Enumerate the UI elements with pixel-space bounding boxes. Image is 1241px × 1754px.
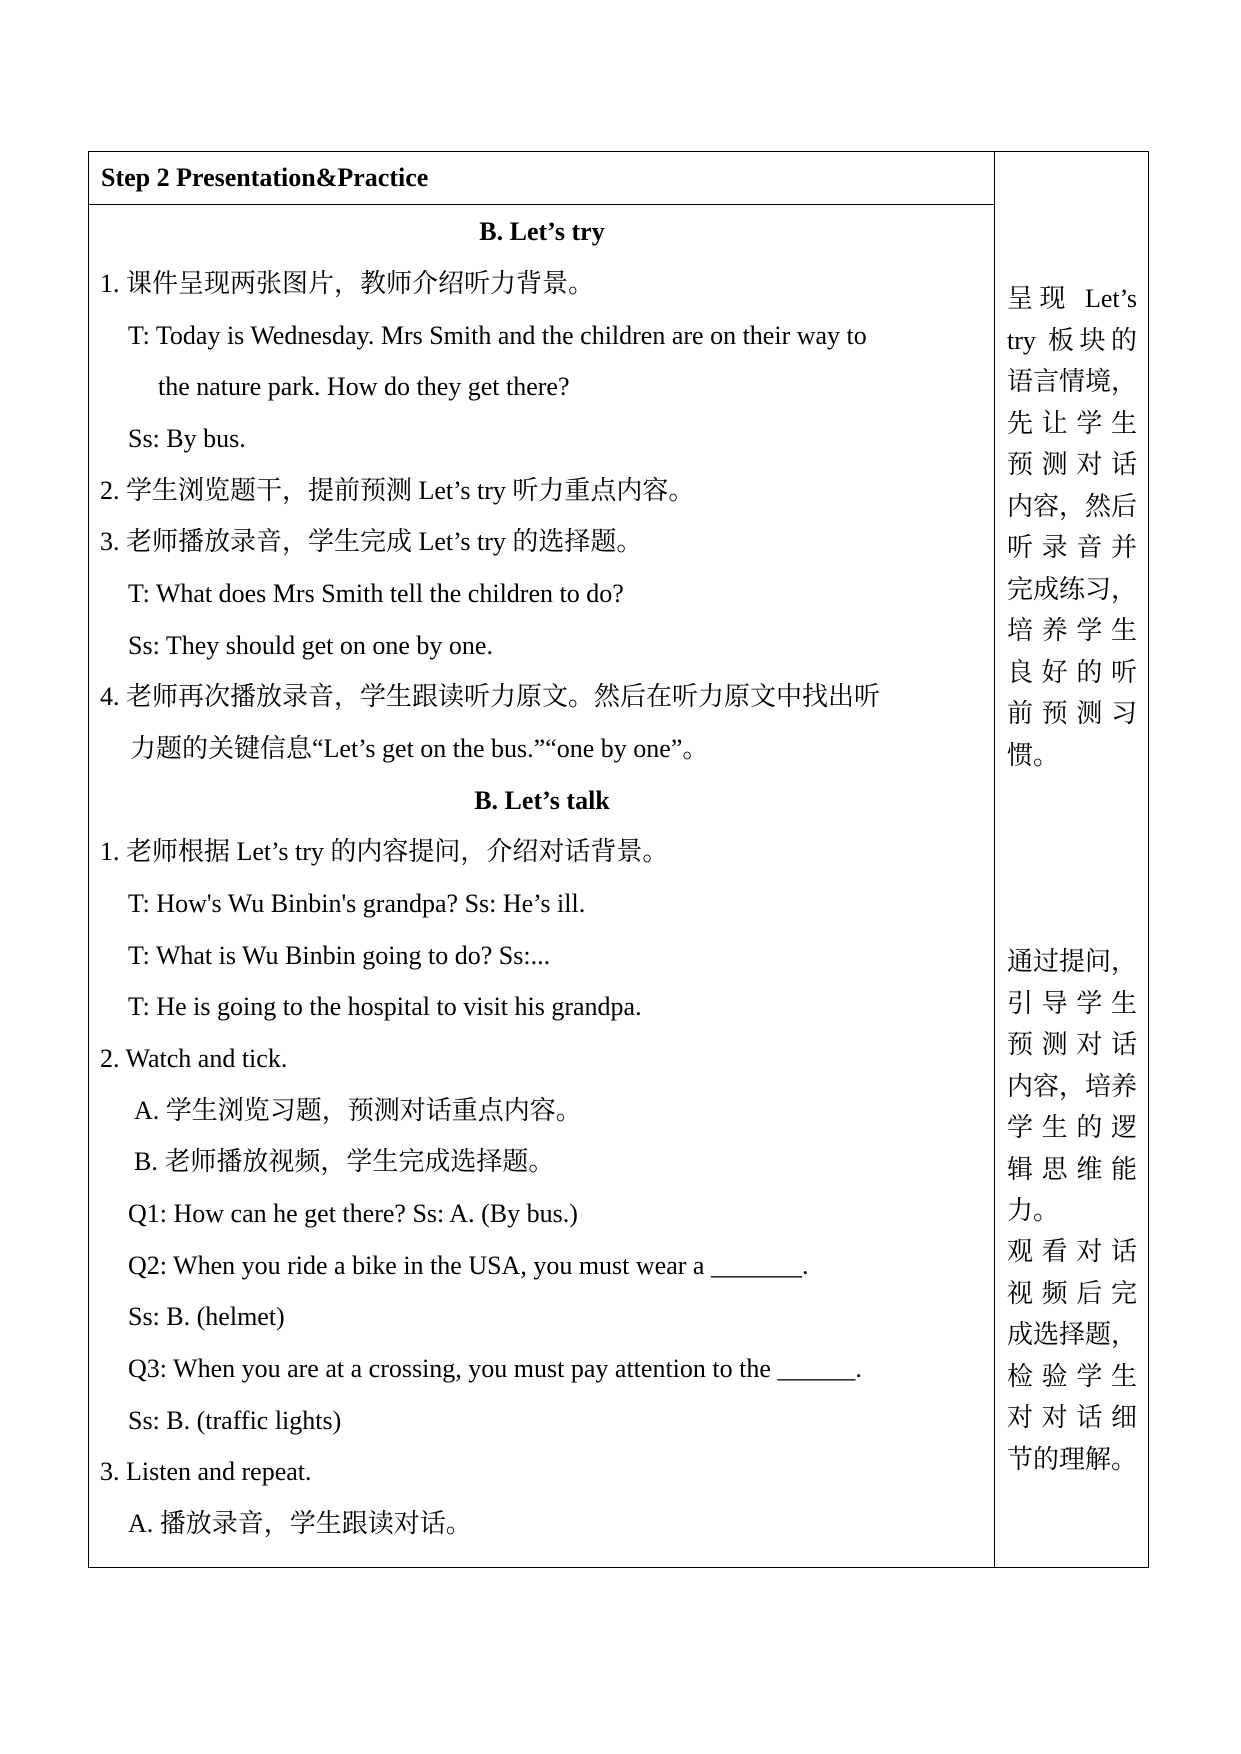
procedure-line: 1. 课件呈现两张图片，教师介绍听力背景。 xyxy=(100,269,595,298)
note-line: 辑思维能 xyxy=(1007,1154,1137,1184)
procedure-line: 2. Watch and tick. xyxy=(100,1044,288,1073)
note-line: 预测对话 xyxy=(1007,1030,1137,1059)
note-line: 内容，培养 xyxy=(1007,1071,1137,1101)
lets-talk-heading: B. Let’s talk xyxy=(474,786,610,815)
procedure-line: Ss: By bus. xyxy=(128,424,246,453)
note-line: 先让学生 xyxy=(1007,408,1137,438)
note-line: 呈现 Let’s xyxy=(1007,284,1137,313)
procedure-line: T: What does Mrs Smith tell the children to do? xyxy=(128,579,624,608)
note-line: 检验学生 xyxy=(1007,1361,1137,1391)
procedure-line: Q1: How can he get there? Ss: A. (By bus.) xyxy=(128,1199,578,1228)
procedure-line: Ss: B. (helmet) xyxy=(128,1302,285,1331)
note-line: 惯。 xyxy=(1007,740,1060,770)
lesson-plan-table xyxy=(88,151,1149,1568)
note-line: 通过提问， xyxy=(1007,947,1137,976)
procedure-column xyxy=(89,152,995,1567)
note-line: 预测对话 xyxy=(1007,450,1137,479)
procedure-line: Q2: When you ride a bike in the USA, you must wear a _______. xyxy=(128,1251,809,1280)
lets-try-heading: B. Let’s try xyxy=(479,217,605,246)
design-note-video xyxy=(1007,1231,1137,1480)
procedure-line: Ss: B. (traffic lights) xyxy=(128,1406,342,1435)
design-intent-column xyxy=(995,152,1150,1567)
design-note-questioning xyxy=(1007,941,1137,1232)
note-line: 良好的听 xyxy=(1007,657,1137,687)
note-line: 听录音并 xyxy=(1007,533,1137,562)
procedure-line: Q3: When you are at a crossing, you must pay attention to the ______. xyxy=(128,1354,862,1383)
note-line: 引导学生 xyxy=(1007,988,1137,1018)
procedure-line: A. 播放录音，学生跟读对话。 xyxy=(128,1509,472,1538)
procedure-line: A. 学生浏览习题，预测对话重点内容。 xyxy=(134,1096,582,1125)
procedure-line: 3. Listen and repeat. xyxy=(100,1457,312,1486)
procedure-line: T: How's Wu Binbin's grandpa? Ss: He’s ill. xyxy=(128,889,586,918)
note-line: 成选择题， xyxy=(1007,1320,1137,1349)
procedure-line: T: What is Wu Binbin going to do? Ss:... xyxy=(128,941,551,970)
procedure-line: T: He is going to the hospital to visit his grandpa. xyxy=(128,992,642,1021)
note-line: 节的理解。 xyxy=(1007,1444,1137,1474)
procedure-line: the nature park. How do they get there? xyxy=(158,372,570,401)
procedure-line: 2. 学生浏览题干，提前预测 Let’s try 听力重点内容。 xyxy=(100,476,695,505)
procedure-line: 力题的关键信息“Let’s get on the bus.”“one by one”。 xyxy=(130,734,709,763)
procedure-line: T: Today is Wednesday. Mrs Smith and the children are on their way to xyxy=(128,321,867,350)
procedure-line: B. 老师播放视频，学生完成选择题。 xyxy=(134,1147,555,1176)
procedure-line: 3. 老师播放录音，学生完成 Let’s try 的选择题。 xyxy=(100,527,643,556)
step-header-row xyxy=(89,152,994,205)
note-line: 内容，然后 xyxy=(1007,491,1137,521)
note-line: 完成练习， xyxy=(1007,574,1137,604)
step-title: Step 2 Presentation&Practice xyxy=(101,163,429,192)
note-line: try 板块的 xyxy=(1007,325,1137,355)
procedure-line: Ss: They should get on one by one. xyxy=(128,631,493,660)
note-line: 前预测习 xyxy=(1007,699,1137,728)
note-line: 培养学生 xyxy=(1007,616,1137,645)
design-note-lets-try xyxy=(1007,278,1137,776)
note-line: 视频后完 xyxy=(1007,1278,1137,1308)
procedure-line: 4. 老师再次播放录音，学生跟读听力原文。然后在听力原文中找出听 xyxy=(100,682,881,711)
note-line: 语言情境， xyxy=(1007,367,1137,396)
note-line: 观看对话 xyxy=(1007,1237,1137,1266)
note-line: 学生的逻 xyxy=(1007,1113,1137,1142)
procedure-line: 1. 老师根据 Let’s try 的内容提问，介绍对话背景。 xyxy=(100,837,669,866)
note-line: 对对话细 xyxy=(1007,1403,1137,1432)
note-line: 力。 xyxy=(1007,1196,1060,1225)
